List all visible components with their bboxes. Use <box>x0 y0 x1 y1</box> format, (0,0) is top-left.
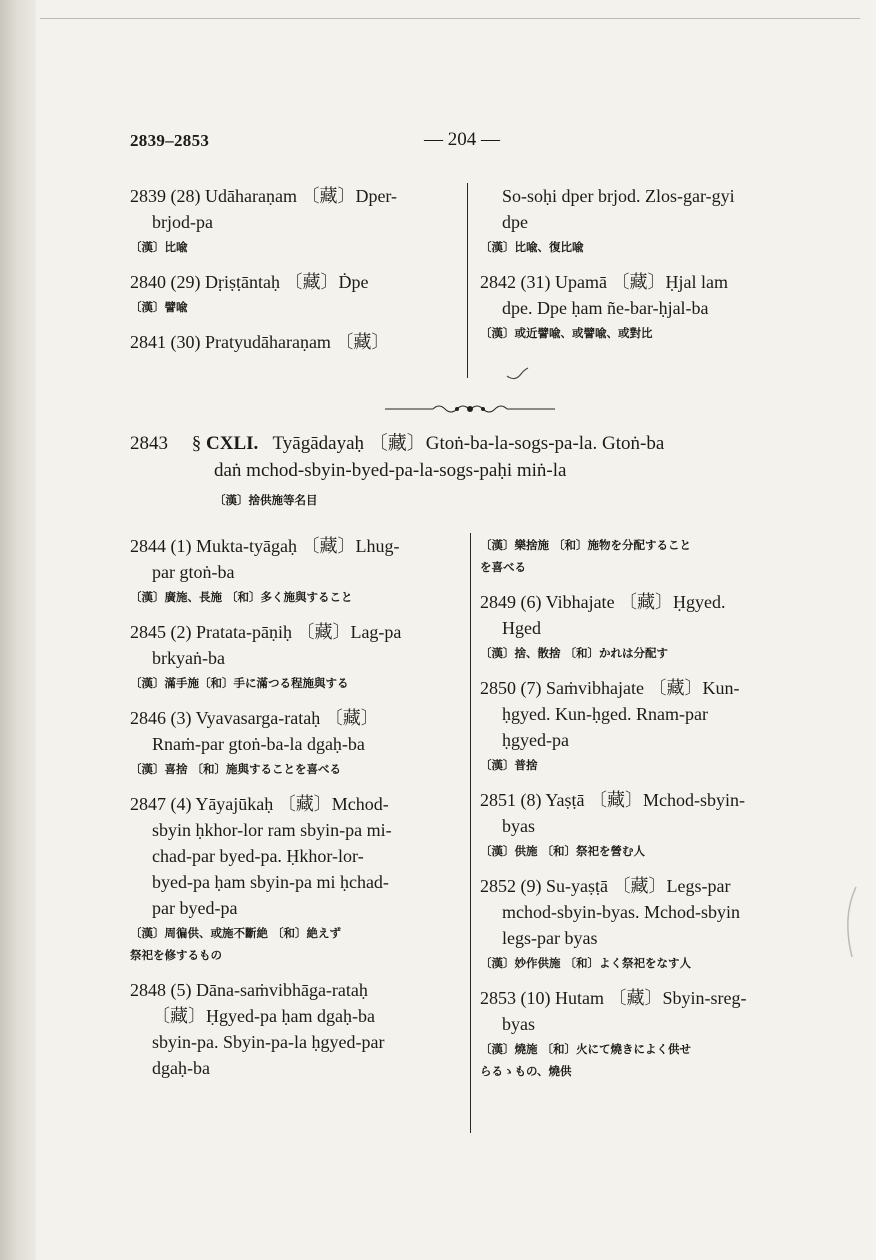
entry-headword-line: 2847 (4) Yāyajūkaḥ 〔藏〕Mchod- <box>130 794 389 814</box>
page-number: — 204 — <box>424 129 500 150</box>
pencil-mark <box>506 366 530 380</box>
page-binding-shadow <box>0 0 36 1260</box>
entry-gloss: 〔漢〕樂捨施 〔和〕施物を分配すること <box>480 538 692 552</box>
dictionary-entry <box>480 873 825 973</box>
entry-gloss: 〔漢〕妙作供施 〔和〕よく祭祀をなす人 <box>480 956 692 970</box>
entry-headword-line: 2844 (1) Mukta-tyāgaḥ 〔藏〕Lhug- <box>130 536 400 556</box>
entry-headword-line: 2851 (8) Yaṣṭā 〔藏〕Mchod-sbyin- <box>480 790 745 810</box>
dictionary-entry <box>480 183 820 257</box>
entry-continuation-line: 〔藏〕Ḥgyed-pa ḥam dgaḥ-ba <box>152 1006 375 1026</box>
entry-gloss: を喜べる <box>480 560 526 574</box>
entry-headword-line: 2849 (6) Vibhajate 〔藏〕Ḥgyed. <box>480 592 726 612</box>
entry-gloss: 〔漢〕燒施 〔和〕火にて燒きによく供せ <box>480 1042 692 1056</box>
entry-continuation-line: Hged <box>502 618 541 638</box>
entry-continuation-line: par byed-pa <box>152 898 238 918</box>
entry-continuation-line: dgaḥ-ba <box>152 1058 210 1078</box>
entry-continuation-line: byas <box>502 1014 535 1034</box>
entry-gloss: 〔漢〕比喩 <box>130 240 188 254</box>
dictionary-entry <box>130 791 465 965</box>
entry-continuation-line: ḥgyed. Kun-ḥged. Rnam-par <box>502 704 708 724</box>
dictionary-entry <box>480 269 820 343</box>
entry-continuation-line: dpe <box>502 212 528 232</box>
entry-range-header: 2839–2853 <box>130 131 210 150</box>
dictionary-entry <box>130 183 460 257</box>
entry-gloss: 〔漢〕普捨 <box>480 758 538 772</box>
dictionary-entry <box>130 533 465 607</box>
dictionary-entry <box>480 675 825 775</box>
entry-continuation-line: sbyin ḥkhor-lor ram sbyin-pa mi- <box>152 820 392 840</box>
column-divider-bottom <box>470 533 471 1133</box>
dictionary-entry <box>130 329 460 355</box>
dictionary-entry <box>480 589 825 663</box>
entry-continuation-line: chad-par byed-pa. Ḥkhor-lor- <box>152 846 364 866</box>
entry-gloss: 祭祀を修するもの <box>130 948 222 962</box>
entry-headword-line: 2842 (31) Upamā 〔藏〕Ḥjal lam <box>480 272 728 292</box>
top-right-column <box>480 183 820 355</box>
entry-continuation-line: dpe. Dpe ḥam ñe-bar-ḥjal-ba <box>502 298 709 318</box>
dictionary-entry <box>130 705 465 779</box>
entry-gloss: 〔漢〕或近譬喩、或譬喩、或對比 <box>480 326 653 340</box>
entry-gloss: 〔漢〕廣施、長施 〔和〕多く施與すること <box>130 590 353 604</box>
dictionary-entry <box>130 269 460 317</box>
bottom-left-column <box>130 533 465 1093</box>
entry-continuation-line: byed-pa ḥam sbyin-pa mi ḥchad- <box>152 872 389 892</box>
bottom-right-column <box>480 533 825 1093</box>
section-chinese-gloss: 〔漢〕捨供施等名目 <box>214 493 318 507</box>
dictionary-entry <box>130 977 465 1081</box>
entry-headword-line: So-soḥi dper brjod. Zlos-gar-gyi <box>502 186 735 206</box>
entry-gloss: 〔漢〕供施 〔和〕祭祀を營む人 <box>480 844 646 858</box>
entry-headword-line: 2850 (7) Saṁvibhajate 〔藏〕Kun- <box>480 678 740 698</box>
dictionary-entry <box>130 619 465 693</box>
dictionary-entry <box>480 787 825 861</box>
section-entry-number: 2843 <box>130 433 168 454</box>
entry-headword-line: 2839 (28) Udāharaṇam 〔藏〕Dper- <box>130 186 398 206</box>
divider-ornament <box>385 400 555 418</box>
entry-headword-line: 2848 (5) Dāna-saṁvibhāga-rataḥ <box>130 980 368 1000</box>
entry-headword-line: 2845 (2) Pratata-pāṇiḥ 〔藏〕Lag-pa <box>130 622 402 642</box>
entry-continuation-line: Rnaṁ-par gtoṅ-ba-la dgaḥ-ba <box>152 734 365 754</box>
entry-headword-line: 2840 (29) Dṛiṣṭāntaḥ 〔藏〕Ḋpe <box>130 272 369 292</box>
section-title: Tyāgādayaḥ 〔藏〕Gtoṅ-ba-la-sogs-pa-la. Gtoṅ-ba <box>272 433 665 454</box>
entry-gloss: 〔漢〕捨、散捨 〔和〕かれは分配す <box>480 646 669 660</box>
section-mark: § <box>191 433 202 454</box>
entry-headword-line: 2853 (10) Hutam 〔藏〕Sbyin-sreg- <box>480 988 747 1008</box>
top-edge-line <box>40 18 860 19</box>
entry-gloss: 〔漢〕比喩、復比喩 <box>480 240 584 254</box>
entry-headword-line: 2846 (3) Vyavasarga-rataḥ 〔藏〕 <box>130 708 379 728</box>
entry-headword-line: 2841 (30) Pratyudāharaṇam 〔藏〕 <box>130 332 390 352</box>
dictionary-entry <box>480 535 825 577</box>
entry-continuation-line: ḥgyed-pa <box>502 730 569 750</box>
entry-gloss: 〔漢〕喜捨 〔和〕施與することを喜べる <box>130 762 342 776</box>
edge-stain <box>836 885 866 965</box>
entry-gloss: 〔漢〕滿手施〔和〕手に滿つる程施與する <box>130 676 349 690</box>
section-roman-number: CXLI. <box>206 433 259 454</box>
entry-continuation-line: legs-par byas <box>502 928 598 948</box>
entry-continuation-line: par gtoṅ-ba <box>152 562 235 582</box>
entry-continuation-line: brjod-pa <box>152 212 213 232</box>
top-left-column <box>130 183 460 367</box>
section-title-continued: daṅ mchod-sbyin-byed-pa-la-sogs-paḥi miṅ-la <box>214 460 567 481</box>
entry-continuation-line: byas <box>502 816 535 836</box>
entry-continuation-line: brkyaṅ-ba <box>152 648 225 668</box>
dictionary-entry <box>480 985 825 1081</box>
entry-continuation-line: sbyin-pa. Sbyin-pa-la ḥgyed-par <box>152 1032 385 1052</box>
entry-gloss: らるゝもの、燒供 <box>480 1064 572 1078</box>
entry-gloss: 〔漢〕譬喩 <box>130 300 188 314</box>
column-divider-top <box>467 183 468 378</box>
entry-continuation-line: mchod-sbyin-byas. Mchod-sbyin <box>502 902 740 922</box>
entry-headword-line: 2852 (9) Su-yaṣṭā 〔藏〕Legs-par <box>480 876 731 896</box>
section-heading <box>130 430 664 510</box>
entry-gloss: 〔漢〕周徧供、或施不斷絶 〔和〕絶えず <box>130 926 342 940</box>
